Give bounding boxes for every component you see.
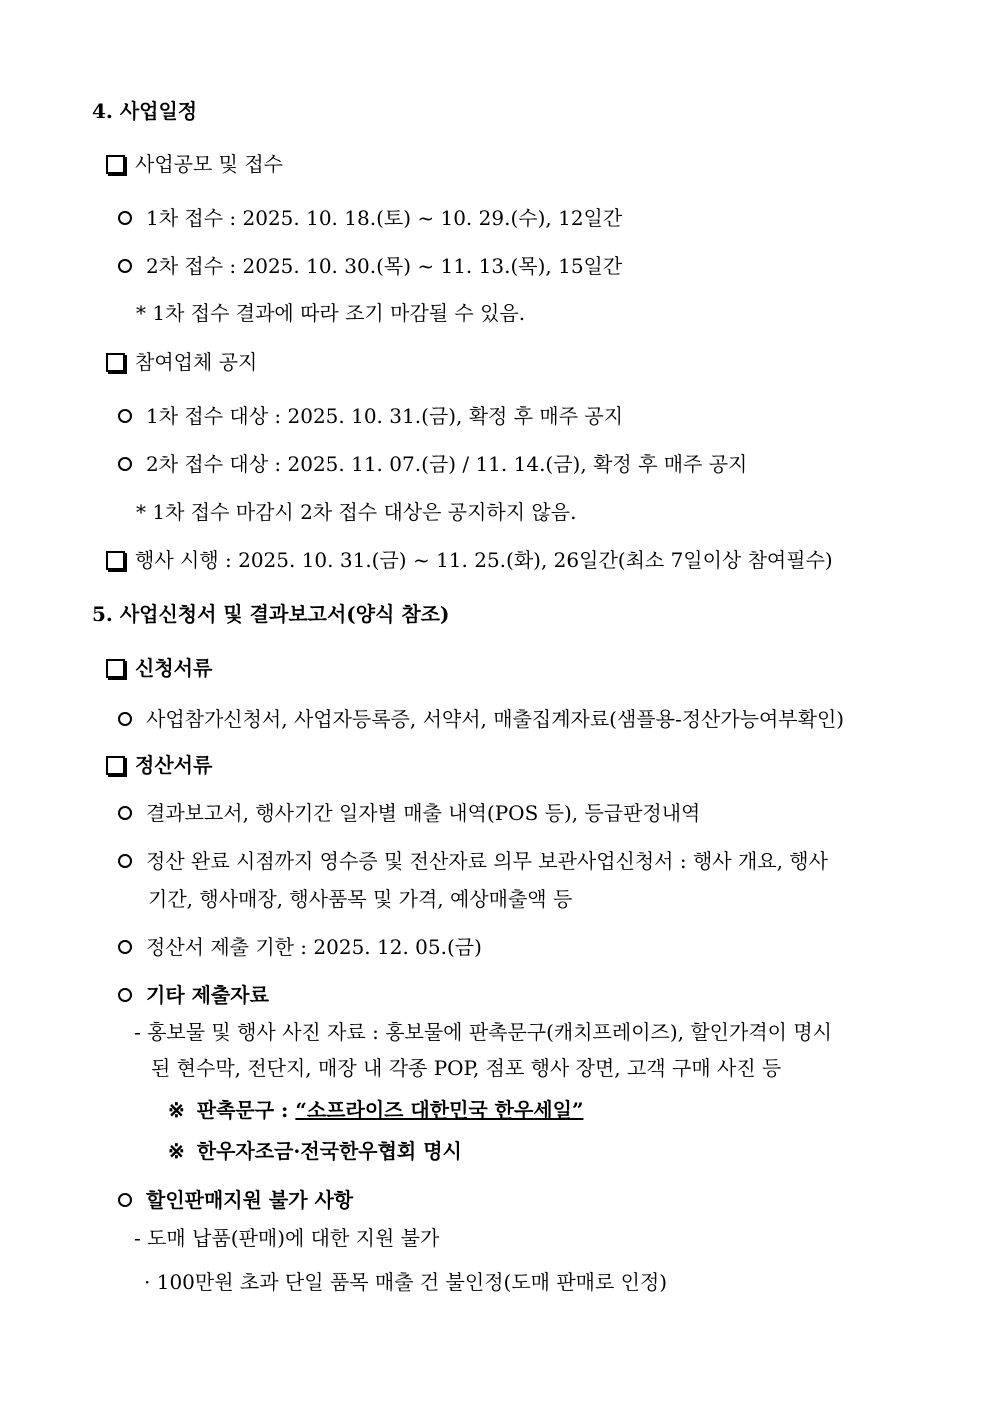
item-text: 1차 접수 : 2025. 10. 18.(토) ~ 10. 29.(수), 12일간 xyxy=(146,206,623,230)
square-bullet-icon xyxy=(106,353,125,372)
schedule-round1 xyxy=(118,204,622,232)
section-5-title: 5. 사업신청서 및 결과보고서(양식 참조) xyxy=(92,602,450,626)
schedule-item-notice xyxy=(106,348,257,376)
other-docs-title xyxy=(118,981,269,1009)
circle-bullet-icon xyxy=(118,211,132,225)
item-text: 1차 접수 대상 : 2025. 10. 31.(금), 확정 후 매주 공지 xyxy=(146,404,624,428)
item-text: 정산서류 xyxy=(135,753,213,777)
schedule-item-gongmo xyxy=(106,150,283,178)
item-text: 할인판매지원 불가 사항 xyxy=(146,1188,354,1212)
circle-bullet-icon xyxy=(118,806,132,820)
slogan-label: 판촉문구 : xyxy=(196,1098,296,1122)
schedule-item-event xyxy=(106,546,833,574)
circle-bullet-icon xyxy=(118,712,132,726)
settle-docs-item-3 xyxy=(118,933,482,961)
circle-bullet-icon xyxy=(118,409,132,423)
square-bullet-icon xyxy=(106,659,125,678)
section-4-title: 4. 사업일정 xyxy=(92,99,198,123)
slogan-line xyxy=(168,1096,583,1124)
settle-docs-title xyxy=(106,751,212,779)
item-text: 결과보고서, 행사기간 일자별 매출 내역(POS 등), 등급판정내역 xyxy=(146,801,701,825)
item-text: 2차 접수 대상 : 2025. 11. 07.(금) / 11. 14.(금), 확정 후 매주 공지 xyxy=(146,452,748,476)
item-text: 신청서류 xyxy=(135,656,213,680)
circle-bullet-icon xyxy=(118,457,132,471)
settle-docs-item-2 xyxy=(118,847,828,875)
apply-docs-item xyxy=(118,705,844,733)
reference-mark: ※ xyxy=(168,1098,185,1122)
other-docs-line-2: 된 현수막, 전단지, 매장 내 각종 POP, 점포 행사 장면, 고객 구매 사진 등 xyxy=(151,1056,782,1080)
item-text: 행사 시행 : 2025. 10. 31.(금) ~ 11. 25.(화), 26일간(최소 7일이상 참여필수) xyxy=(135,548,833,572)
notice-round1 xyxy=(118,402,623,430)
settle-docs-item-1 xyxy=(118,799,700,827)
square-bullet-icon xyxy=(106,155,125,174)
ineligible-line-2: · 100만원 초과 단일 품목 매출 건 불인정(도매 판매로 인정) xyxy=(144,1270,668,1294)
item-text: 참여업체 공지 xyxy=(135,350,258,374)
organization-line xyxy=(168,1137,462,1165)
schedule-note-2: * 1차 접수 마감시 2차 접수 대상은 공지하지 않음. xyxy=(136,500,577,524)
apply-docs-title xyxy=(106,654,212,682)
item-text: 정산서 제출 기한 : 2025. 12. 05.(금) xyxy=(146,935,482,959)
item-text: 기타 제출자료 xyxy=(146,983,269,1007)
circle-bullet-icon xyxy=(118,854,132,868)
settle-docs-item-2-cont: 기간, 행사매장, 행사품목 및 가격, 예상매출액 등 xyxy=(148,887,573,911)
item-text: 사업공모 및 접수 xyxy=(135,152,283,176)
item-text: 사업참가신청서, 사업자등록증, 서약서, 매출집계자료(샘플용-정산가능여부확인) xyxy=(146,707,845,731)
schedule-round2 xyxy=(118,252,622,280)
item-text: 2차 접수 : 2025. 10. 30.(목) ~ 11. 13.(목), 15일간 xyxy=(146,254,623,278)
reference-mark: ※ xyxy=(168,1139,185,1163)
circle-bullet-icon xyxy=(118,1193,132,1207)
ineligible-line-1: - 도매 납품(판매)에 대한 지원 불가 xyxy=(134,1226,440,1250)
notice-round2 xyxy=(118,450,747,478)
square-bullet-icon xyxy=(106,551,125,570)
item-text: 정산 완료 시점까지 영수증 및 전산자료 의무 보관사업신청서 : 행사 개요, 행사 xyxy=(146,849,828,873)
circle-bullet-icon xyxy=(118,259,132,273)
other-docs-line-1: - 홍보물 및 행사 사진 자료 : 홍보물에 판촉문구(캐치프레이즈), 할인가격이 명시 xyxy=(134,1020,832,1044)
circle-bullet-icon xyxy=(118,940,132,954)
schedule-note-1: * 1차 접수 결과에 따라 조기 마감될 수 있음. xyxy=(136,301,526,325)
ineligible-title xyxy=(118,1186,353,1214)
circle-bullet-icon xyxy=(118,988,132,1002)
slogan-text: “소프라이즈 대한민국 한우세일” xyxy=(295,1098,584,1122)
square-bullet-icon xyxy=(106,756,125,775)
organization-text: 한우자조금·전국한우협회 명시 xyxy=(196,1139,462,1163)
